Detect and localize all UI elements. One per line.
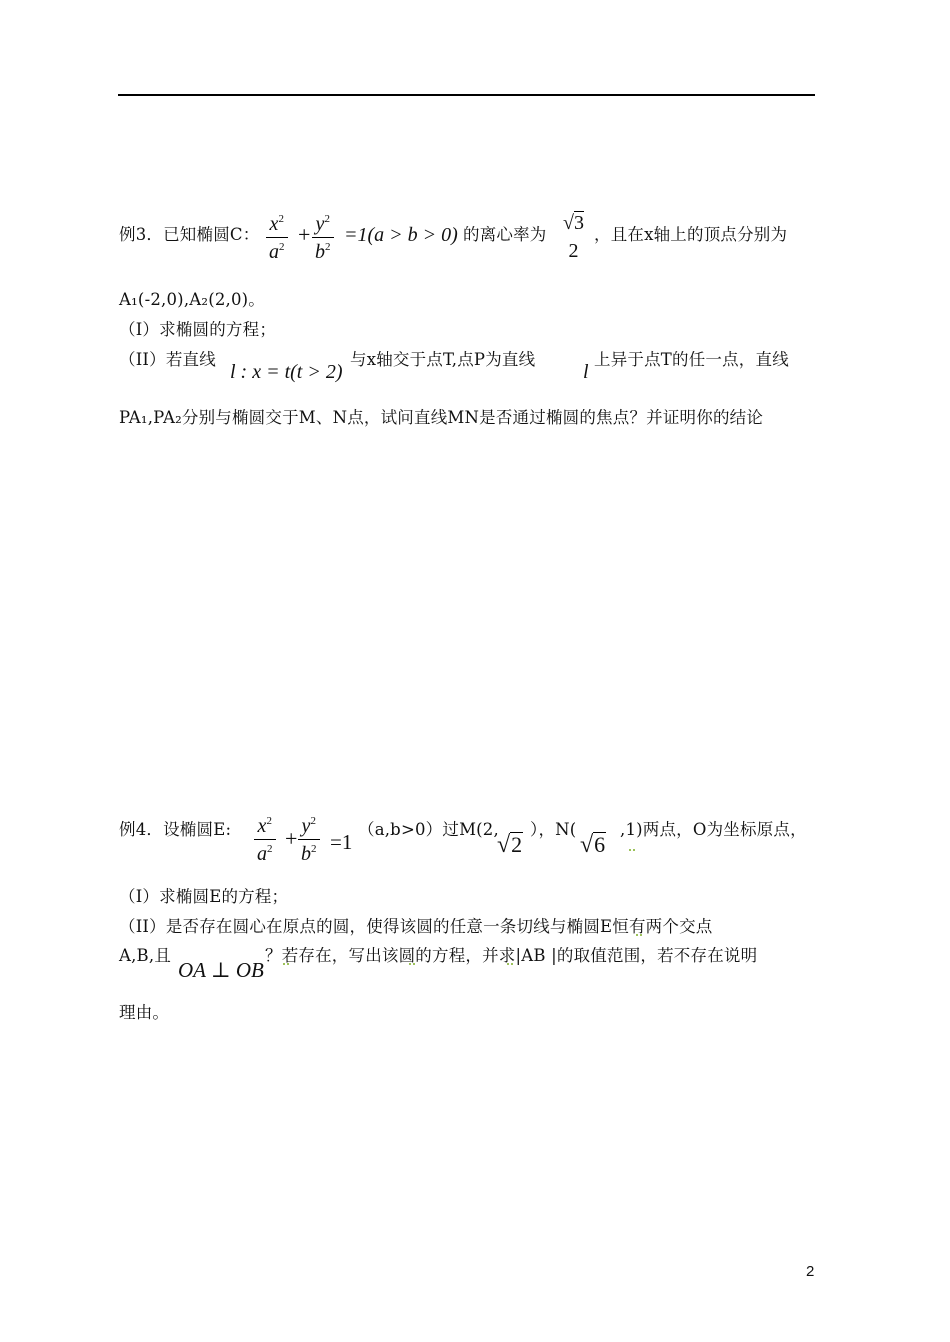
example-4-part-2-line-2-start: A,B,且 [119,946,172,965]
spellcheck-mark [507,960,513,965]
plus-sign: + [285,826,298,851]
spellcheck-mark [283,960,289,965]
ellipse-equation-rhs: =1 [330,830,353,854]
example-3-mid: 的离心率为 [463,225,547,244]
example-3-prefix: 例3．已知椭圆C： [119,225,260,244]
line-equation: l : x = t(t > 2) [230,361,343,383]
example-4-suffix: ,1)两点，O为坐标原点， [620,820,807,839]
example-3-part-2-start: （II）若直线 [119,350,216,369]
perpendicular-condition: OA ⊥ OB [178,958,264,982]
example-4-part-1: （I）求椭圆E的方程； [119,887,289,906]
fraction-x2-over-a2: $x^2$ $a^2$ [254,815,276,865]
example-3-part-1: （I）求椭圆的方程； [119,320,277,339]
example-4-prefix: 例4．设椭圆E: [119,820,232,839]
fraction-y2-over-b2: $y^2$ $b^2$ [298,815,320,865]
example-4-part-2-line-2-end: ？若存在，写出该圆的方程，并求|AB |的取值范围，若不存在说明 [265,946,758,965]
example-4-condition: （a,b>0）过M(2, [358,820,499,839]
page-number: 2 [806,1263,815,1280]
example-4-part-2-line-3: 理由。 [119,1003,170,1022]
example-3-part-2-end: 上异于点T的任一点，直线 [594,350,789,369]
example-3-vertices: A₁(-2,0),A₂(2,0)。 [119,290,266,309]
example-4-mid: ），N( [530,820,577,839]
spellcheck-mark [636,931,642,936]
line-l-symbol: l [583,361,589,383]
spellcheck-mark [409,960,415,965]
example-3-suffix: ，且在x轴上的顶点分别为 [594,225,788,244]
example-4-part-2-line-1: （II）是否存在圆心在原点的圆，使得该圆的任意一条切线与椭圆E恒有两个交点 [119,917,713,936]
sqrt-6: √ 6 [580,832,606,858]
ellipse-equation-rhs: =1(a > b > 0) [344,224,458,246]
fraction-y2-over-b2: $y^2$ $b^2$ [312,213,334,263]
fraction-x2-over-a2: $x^2$ $a^2$ [266,213,288,263]
plus-sign: + [298,222,311,247]
header-rule [118,94,815,96]
example-3-part-2-question: PA₁,PA₂分别与椭圆交于M、N点，试问直线MN是否通过椭圆的焦点？并证明你的结论 [119,408,764,427]
eccentricity-fraction: √3 2 [560,212,587,262]
example-3-part-2-mid: 与x轴交于点T,点P为直线 [350,350,536,369]
spellcheck-mark [629,846,635,851]
sqrt-2: √ 2 [497,832,523,858]
